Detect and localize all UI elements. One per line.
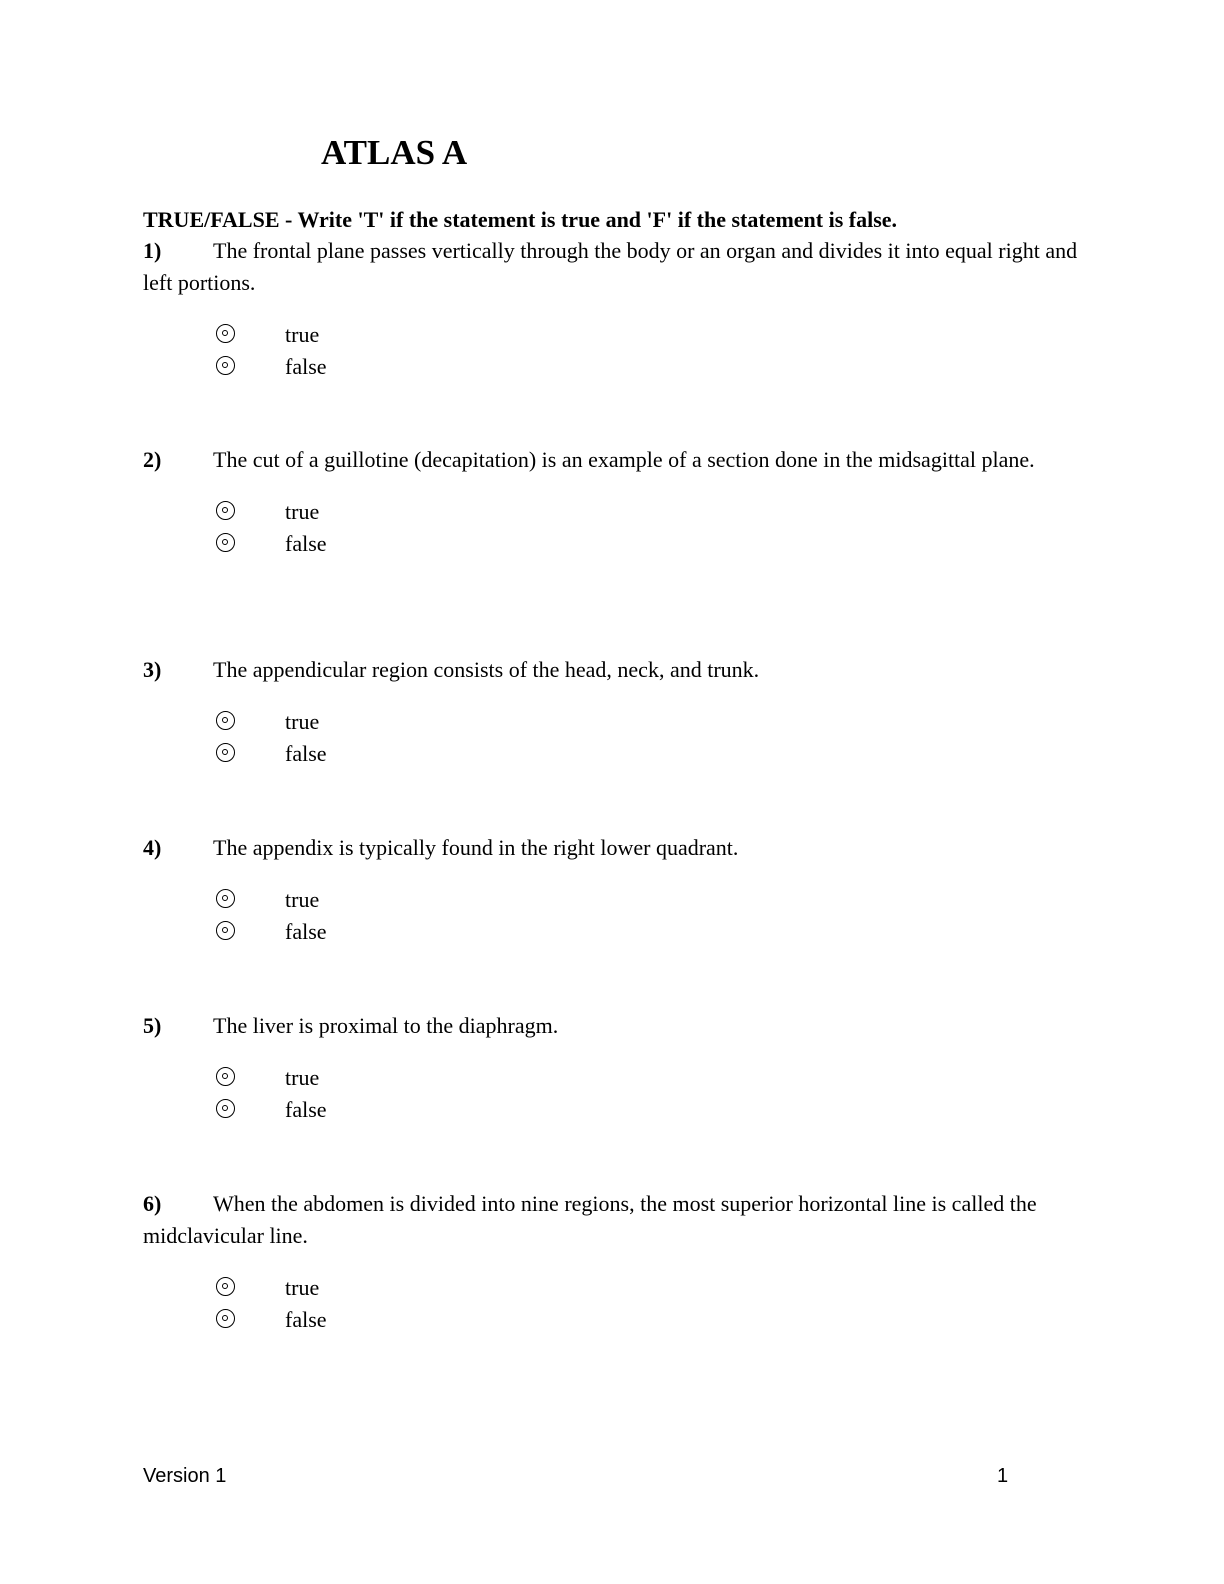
option-label: false <box>285 741 327 766</box>
radio-button-icon[interactable] <box>216 743 235 762</box>
option-label: true <box>285 322 320 347</box>
question-text: When the abdomen is divided into nine regions, the most superior horizontal line is called the midclavicular line. <box>143 1191 1037 1248</box>
option-label: true <box>285 1065 320 1090</box>
option-true[interactable] <box>143 1062 1083 1094</box>
page-title: ATLAS A <box>321 133 468 172</box>
radio-button-icon[interactable] <box>216 1277 235 1296</box>
option-label: false <box>285 1307 327 1332</box>
question-2 <box>143 444 1083 560</box>
radio-button-icon[interactable] <box>216 324 235 343</box>
option-false[interactable] <box>143 528 1083 560</box>
question-4 <box>143 832 1083 948</box>
question-number: 1) <box>143 238 162 263</box>
question-1 <box>143 235 1083 383</box>
option-label: true <box>285 709 320 734</box>
question-number: 2) <box>143 447 162 472</box>
radio-button-icon[interactable] <box>216 533 235 552</box>
option-label: false <box>285 354 327 379</box>
question-number: 5) <box>143 1013 162 1038</box>
question-text: The appendix is typically found in the right lower quadrant. <box>213 835 739 860</box>
question-3 <box>143 654 1083 770</box>
page-number: 1 <box>997 1465 1009 1487</box>
radio-button-icon[interactable] <box>216 711 235 730</box>
option-label: false <box>285 919 327 944</box>
radio-button-icon[interactable] <box>216 921 235 940</box>
radio-button-icon[interactable] <box>216 889 235 908</box>
option-label: true <box>285 499 320 524</box>
question-text: The liver is proximal to the diaphragm. <box>213 1013 559 1038</box>
radio-button-icon[interactable] <box>216 1067 235 1086</box>
question-number: 6) <box>143 1191 162 1216</box>
radio-button-icon[interactable] <box>216 1099 235 1118</box>
option-false[interactable] <box>143 738 1083 770</box>
instructions: TRUE/FALSE - Write 'T' if the statement is true and 'F' if the statement is false. <box>143 207 898 232</box>
option-false[interactable] <box>143 916 1083 948</box>
question-number: 4) <box>143 835 162 860</box>
option-true[interactable] <box>143 706 1083 738</box>
radio-button-icon[interactable] <box>216 1309 235 1328</box>
option-label: true <box>285 887 320 912</box>
question-number: 3) <box>143 657 162 682</box>
radio-button-icon[interactable] <box>216 356 235 375</box>
question-6 <box>143 1188 1083 1336</box>
option-false[interactable] <box>143 1094 1083 1126</box>
option-false[interactable] <box>143 351 1083 383</box>
question-text: The frontal plane passes vertically through the body or an organ and divides it into equal right and left portions. <box>143 238 1078 295</box>
option-false[interactable] <box>143 1304 1083 1336</box>
option-true[interactable] <box>143 884 1083 916</box>
question-text: The cut of a guillotine (decapitation) is an example of a section done in the midsagittal plane. <box>213 447 1035 472</box>
option-label: true <box>285 1275 320 1300</box>
option-true[interactable] <box>143 319 1083 351</box>
question-5 <box>143 1010 1083 1126</box>
option-true[interactable] <box>143 1272 1083 1304</box>
option-label: false <box>285 531 327 556</box>
option-true[interactable] <box>143 496 1083 528</box>
footer-version: Version 1 <box>143 1465 227 1487</box>
question-text: The appendicular region consists of the head, neck, and trunk. <box>213 657 760 682</box>
radio-button-icon[interactable] <box>216 501 235 520</box>
option-label: false <box>285 1097 327 1122</box>
